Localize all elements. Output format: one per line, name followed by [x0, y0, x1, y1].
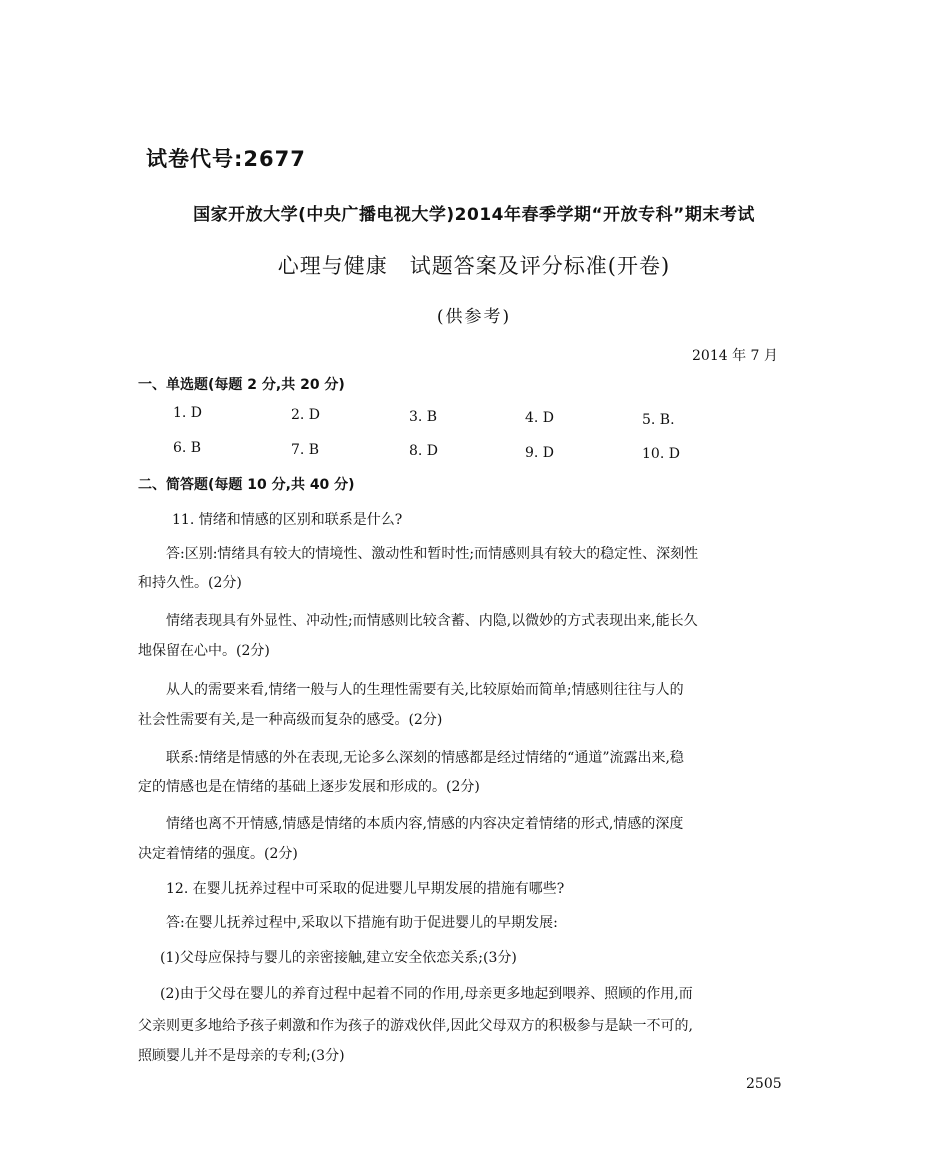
answer-item: 4. D	[525, 410, 555, 426]
question-12: 12. 在婴儿抚养过程中可采取的促进婴儿早期发展的措施有哪些?	[166, 881, 565, 897]
answer-line: 情绪表现具有外显性、冲动性;而情感则比较含蓄、内隐,以微妙的方式表现出来,能长久	[166, 613, 698, 629]
document-subtitle: (供参考)	[436, 307, 512, 327]
answer-item: 1. D	[173, 405, 203, 421]
answer-item: 2. D	[291, 407, 321, 423]
answer-item: 9. D	[525, 445, 555, 461]
page-number: 2505	[746, 1076, 782, 1092]
answer-line: 地保留在心中。(2分)	[138, 643, 270, 659]
answer-item: 6. B	[173, 440, 202, 456]
answer-line: 决定着情绪的强度。(2分)	[138, 846, 298, 862]
answer-line: 定的情感也是在情绪的基础上逐步发展和形成的。(2分)	[138, 779, 480, 795]
answer-line: 联系:情绪是情感的外在表现,无论多么深刻的情感都是经过情绪的“通道”流露出来,稳	[166, 750, 684, 766]
answer-item: 5. B.	[642, 412, 675, 428]
paper-code: 试卷代号:2677	[146, 147, 306, 171]
answer-line: 和持久性。(2分)	[138, 575, 242, 591]
document-date: 2014 年 7 月	[692, 348, 778, 364]
answer-line: 答:在婴儿抚养过程中,采取以下措施有助于促进婴儿的早期发展:	[166, 915, 558, 931]
answer-line: 答:区别:情绪具有较大的情境性、激动性和暂时性;而情感则具有较大的稳定性、深刻性	[166, 546, 699, 562]
exam-header: 国家开放大学(中央广播电视大学)2014年春季学期“开放专科”期末考试	[193, 205, 755, 225]
answer-line: 父亲则更多地给予孩子刺激和作为孩子的游戏伙伴,因此父母双方的积极参与是缺一不可的,	[138, 1018, 693, 1034]
answer-item: 3. B	[409, 409, 438, 425]
document-title: 心理与健康 试题答案及评分标准(开卷)	[277, 254, 671, 278]
answer-line: (1)父母应保持与婴儿的亲密接触,建立安全依恋关系;(3分)	[160, 950, 517, 966]
answer-line: (2)由于父母在婴儿的养育过程中起着不同的作用,母亲更多地起到喂养、照顾的作用,而	[160, 986, 693, 1002]
answer-line: 照顾婴儿并不是母亲的专利;(3分)	[138, 1048, 345, 1064]
question-11: 11. 情绪和情感的区别和联系是什么?	[172, 512, 403, 528]
answer-item: 7. B	[291, 442, 320, 458]
answer-line: 社会性需要有关,是一种高级而复杂的感受。(2分)	[138, 712, 443, 728]
section-2-heading: 二、简答题(每题 10 分,共 40 分)	[138, 477, 355, 493]
answer-item: 8. D	[409, 443, 439, 459]
answer-line: 情绪也离不开情感,情感是情绪的本质内容,情感的内容决定着情绪的形式,情感的深度	[166, 816, 684, 832]
answer-item: 10. D	[642, 446, 680, 462]
section-1-heading: 一、单选题(每题 2 分,共 20 分)	[138, 377, 345, 393]
answer-line: 从人的需要来看,情绪一般与人的生理性需要有关,比较原始而简单;情感则往往与人的	[166, 682, 684, 698]
